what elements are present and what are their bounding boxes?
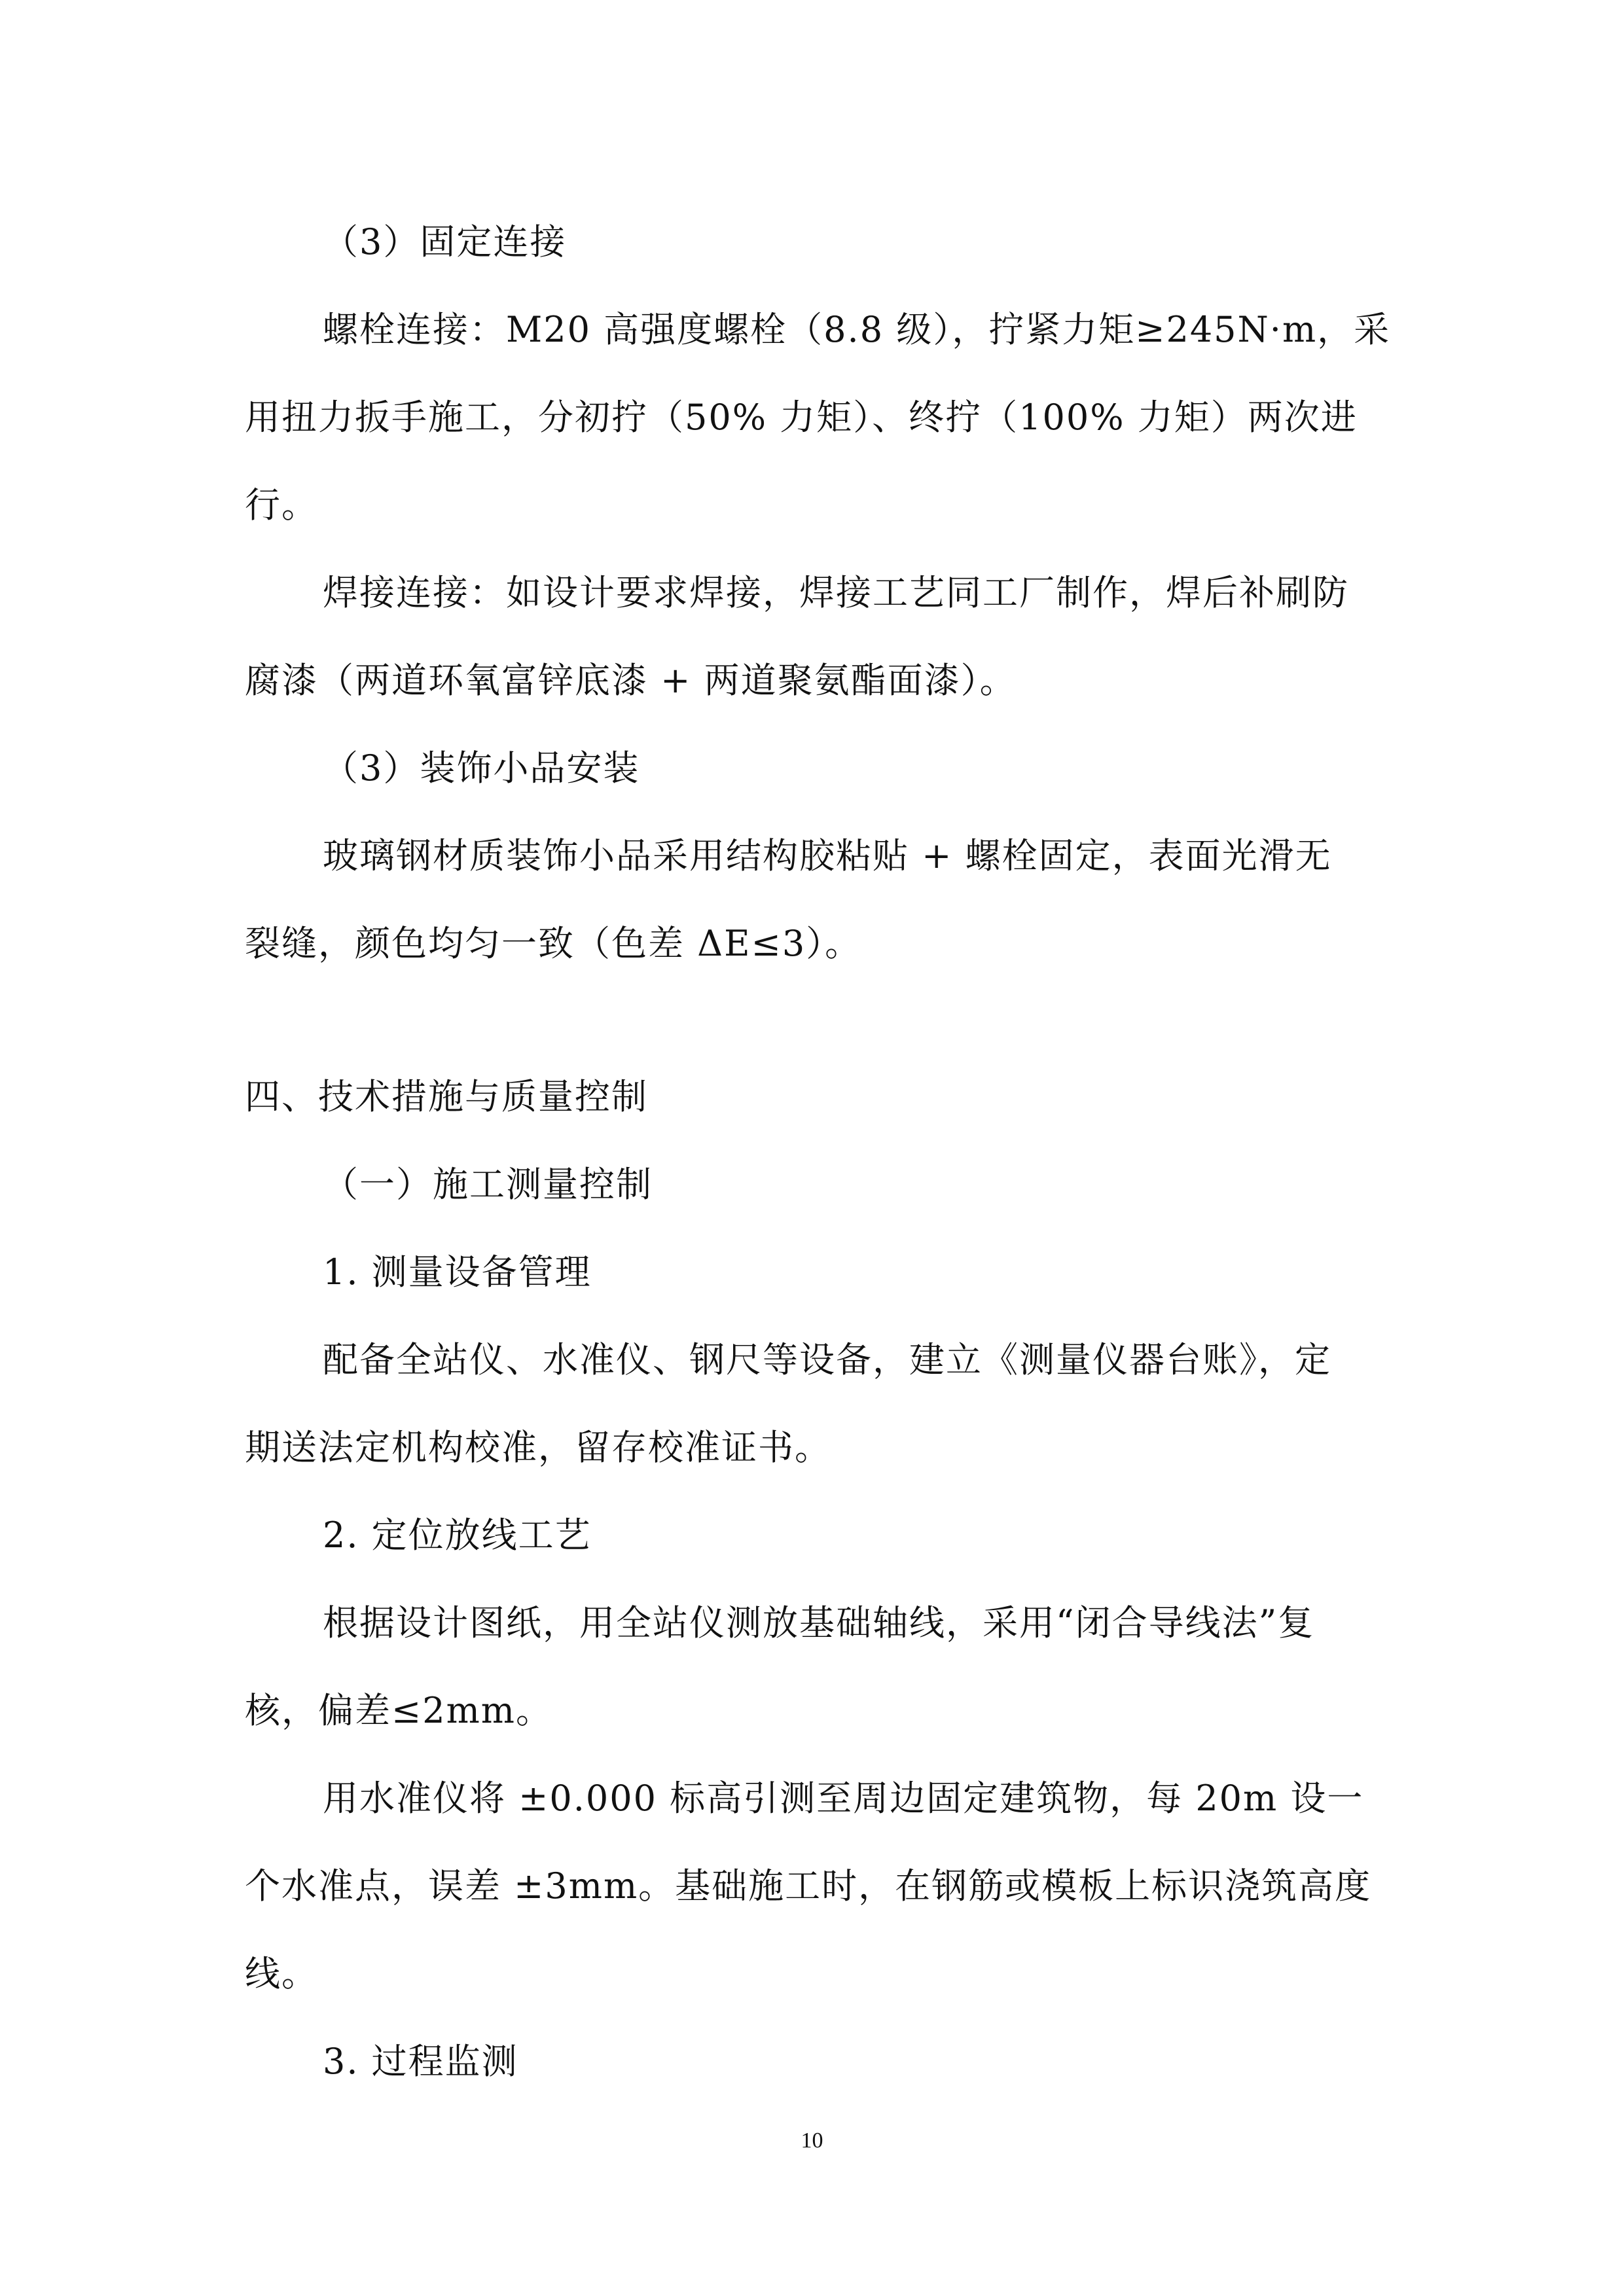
paragraph-bolt-connection: 螺栓连接：M20 高强度螺栓（8.8 级），拧紧力矩≥245N·m，采 bbox=[323, 309, 1391, 350]
paragraph-equipment: 配备全站仪、水准仪、钢尺等设备，建立《测量仪器台账》，定 bbox=[323, 1339, 1331, 1380]
paragraph-line: 期送法定机构校准，留存校准证书。 bbox=[245, 1427, 831, 1468]
paragraph-weld-connection: 焊接连接：如设计要求焊接，焊接工艺同工厂制作，焊后补刷防 bbox=[323, 572, 1349, 613]
paragraph-line: 行。 bbox=[245, 484, 318, 526]
paragraph-line: 线。 bbox=[245, 1953, 318, 1994]
subheading-equipment-management: 1. 测量设备管理 bbox=[323, 1251, 592, 1293]
paragraph-line: 腐漆（两道环氧富锌底漆 + 两道聚氨酯面漆）。 bbox=[245, 660, 1017, 701]
subheading-fixed-connection: （3）固定连接 bbox=[323, 221, 567, 262]
paragraph-line: 核，偏差≤2mm。 bbox=[245, 1690, 553, 1731]
subheading-process-monitoring: 3. 过程监测 bbox=[323, 2041, 518, 2082]
paragraph-line: 用扭力扳手施工，分初拧（50% 力矩）、终拧（100% 力矩）两次进 bbox=[245, 397, 1358, 438]
paragraph-line: 个水准点，误差 ±3mm。基础施工时，在钢筋或模板上标识浇筑高度 bbox=[245, 1865, 1372, 1907]
subheading-survey-control: （一）施工测量控制 bbox=[323, 1164, 653, 1205]
paragraph-level-survey: 用水准仪将 ±0.000 标高引测至周边固定建筑物，每 20m 设一 bbox=[323, 1778, 1364, 1819]
paragraph-frp-decor: 玻璃钢材质装饰小品采用结构胶粘贴 + 螺栓固定，表面光滑无 bbox=[323, 835, 1332, 876]
page-number: 10 bbox=[801, 2128, 823, 2153]
subheading-layout-process: 2. 定位放线工艺 bbox=[323, 1515, 592, 1556]
section-heading-quality-control: 四、技术措施与质量控制 bbox=[245, 1076, 648, 1117]
subheading-decor-install: （3）装饰小品安装 bbox=[323, 747, 640, 789]
paragraph-axis-layout: 根据设计图纸，用全站仪测放基础轴线，采用“闭合导线法”复 bbox=[323, 1602, 1315, 1643]
paragraph-line: 裂缝，颜色均匀一致（色差 ΔE≤3）。 bbox=[245, 923, 862, 964]
